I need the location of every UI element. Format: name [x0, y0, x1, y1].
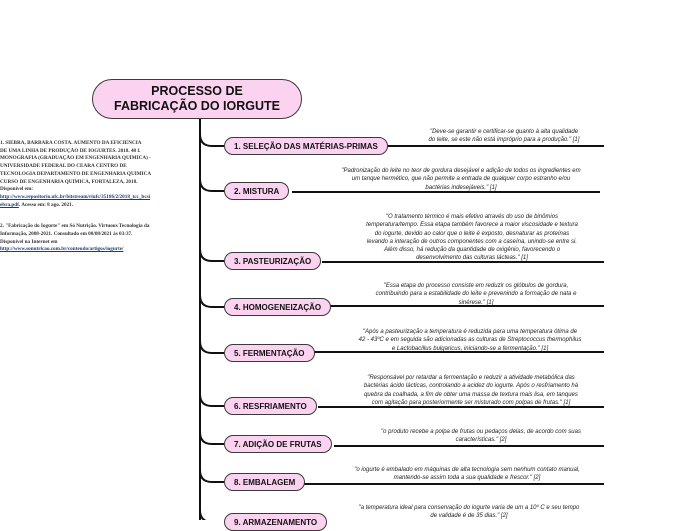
step-9-label: 9. ARMAZENAMENTO	[234, 517, 318, 527]
root-topic[interactable]	[92, 79, 302, 119]
branch-line	[200, 179, 224, 191]
branch-line	[200, 510, 224, 520]
step-2-description: "Padronização do leite no teor de gordura desejável e adição de todos os ingredientes em um tanque hermético, que não permite a entrada de qualquer corpo estranho e/ou bactérias indesejáveis." [1]	[341, 168, 581, 191]
step-5-description: "Após a pasteurização a temperatura é reduzida para uma temperatura ótima de 42 - 43ºC e em seguida são adicionadas as culturas de Streptococcus thermophilus e Lactobacillus bulgaricus, iniciando-se a fermentação." [1]	[358, 329, 582, 352]
step-3-topic[interactable]	[224, 252, 321, 270]
reference-1: 1. SIEBRA, BÁRBARA COSTA. AUMENTO DA EFICIÊNCIA DE UMA LINHA DE PRODUÇÃO DE IOGURTES. 2018. 48 f. MONOGRAFIA (GRADUAÇÃO EM ENGENHARIA QUÍMICA) - UNIVERSIDADE FEDERAL DO CEARÁ CENTRO DE TECNOLOGIA DEPARTAMENTO DE ENGENHARIA QUÍMICA CURSO DE ENGENHARIA QUÍMICA, FORTALEZA, 2018. Disponível em: http://www.repositorio.ufc.br/bitstream/riufc/35186/2/2018_tcc_bcsi ebra.pdf. Acesso em: 8 ago. 2021.	[0, 140, 152, 208]
step-7-topic[interactable]	[224, 435, 332, 453]
step-2-topic[interactable]	[224, 182, 289, 200]
step-9-topic[interactable]	[224, 513, 327, 531]
branch-line	[200, 341, 224, 353]
step-9-description: "a temperatura ideal para conservação do iogurte varia de um a 10º C e seu tempo de validade é de 35 dias." [2]	[358, 505, 580, 520]
step-5-label: 5. FERMENTAÇÃO	[234, 348, 305, 358]
step-5-topic[interactable]	[224, 344, 315, 362]
reference-1-link[interactable]: http://www.repositorio.ufc.br/bitstream/riufc/35186/2/2018_tcc_bcsi	[0, 193, 151, 200]
branch-line	[200, 432, 224, 444]
step-1-label: 1. SELEÇÃO DAS MATÉRIAS-PRIMAS	[234, 141, 378, 151]
step-3-label: 3. PASTEURIZAÇÃO	[234, 256, 312, 266]
step-6-description: "Responsável por retardar a fermentação e reduzir a atividade metabólica das bactérias ácido lácticas, controlando a acidez do iogurte. Após o resfriamento há quebra da coalhada, a fim de obter uma massa de textura mais lisa, em tanques com agitação para posteriormente ser misturado com polpas de frutas." [1]	[363, 375, 579, 406]
step-1-description: "Deve-se garantir e certificar-se quanto à alta qualidade do leite, se este não está impróprio para a produção." [1]	[428, 129, 580, 144]
reference-1-link-cont[interactable]: ebra.pdf	[0, 201, 19, 208]
step-4-description: "Essa etapa do processo consiste em reduzir os glóbulos de gordura, contribuindo para a estabilidade do leite e prevenindo a formação de nata e sinérese." [1]	[375, 283, 577, 306]
step-8-description: "o iogurte é embalado em máquinas de alta tecnologia sem nenhum contato manual, mantendo-se assim toda a sua qualidade e frescor." [2]	[354, 467, 580, 482]
branch-line	[200, 134, 224, 146]
step-4-label: 4. HOMOGENEIZAÇÃO	[234, 302, 322, 312]
step-4-topic[interactable]	[224, 298, 331, 316]
reference-2: 2. "Fabricação do Iogurte" em Só Nutrição. Virtuous Tecnologia da Informação, 2008-2021. Consultado em 08/08/2021 às 03:37. Disponível na Internet em http://www.sonutricao.com.br/conteudo/artigos/iogurte/	[0, 223, 150, 253]
branch-line	[200, 249, 224, 261]
step-6-topic[interactable]	[224, 397, 317, 415]
step-2-label: 2. MISTURA	[234, 186, 280, 196]
references	[0, 140, 172, 268]
step-6-label: 6. RESFRIAMENTO	[234, 401, 307, 411]
step-7-label: 7. ADIÇÃO DE FRUTAS	[234, 439, 322, 449]
step-3-description: "O tratamento térmico é mais efetivo através do uso de binômios temperatura/tempo. Essa etapa também favorece a maior viscosidade e textura do iogurte, devido ao calor que o leite é exposto, desnaturar as proteínas levando a interação de outros componentes com a caseína, unindo-se entre si. Além disso, há redução da quantidade de oxigênio, favorecendo o desenvolvimento das culturas lácteas." [1]	[366, 214, 578, 262]
step-8-label: 8. EMBALAGEM	[234, 477, 296, 487]
step-1-topic[interactable]	[224, 137, 388, 155]
step-8-topic[interactable]	[224, 473, 305, 491]
branch-line	[200, 470, 224, 482]
root-title-line1: PROCESSO DE	[151, 84, 243, 98]
step-7-description: "o produto recebe a polpa de frutas ou pedaços delas, de acordo com suas características." [2]	[381, 429, 581, 444]
root-title-line2: FABRICAÇÃO DO IORGUTE	[114, 99, 280, 113]
reference-2-link[interactable]: http://www.sonutricao.com.br/conteudo/artigos/iogurte/	[0, 246, 124, 253]
branch-line	[200, 394, 224, 406]
branch-line	[200, 295, 224, 307]
